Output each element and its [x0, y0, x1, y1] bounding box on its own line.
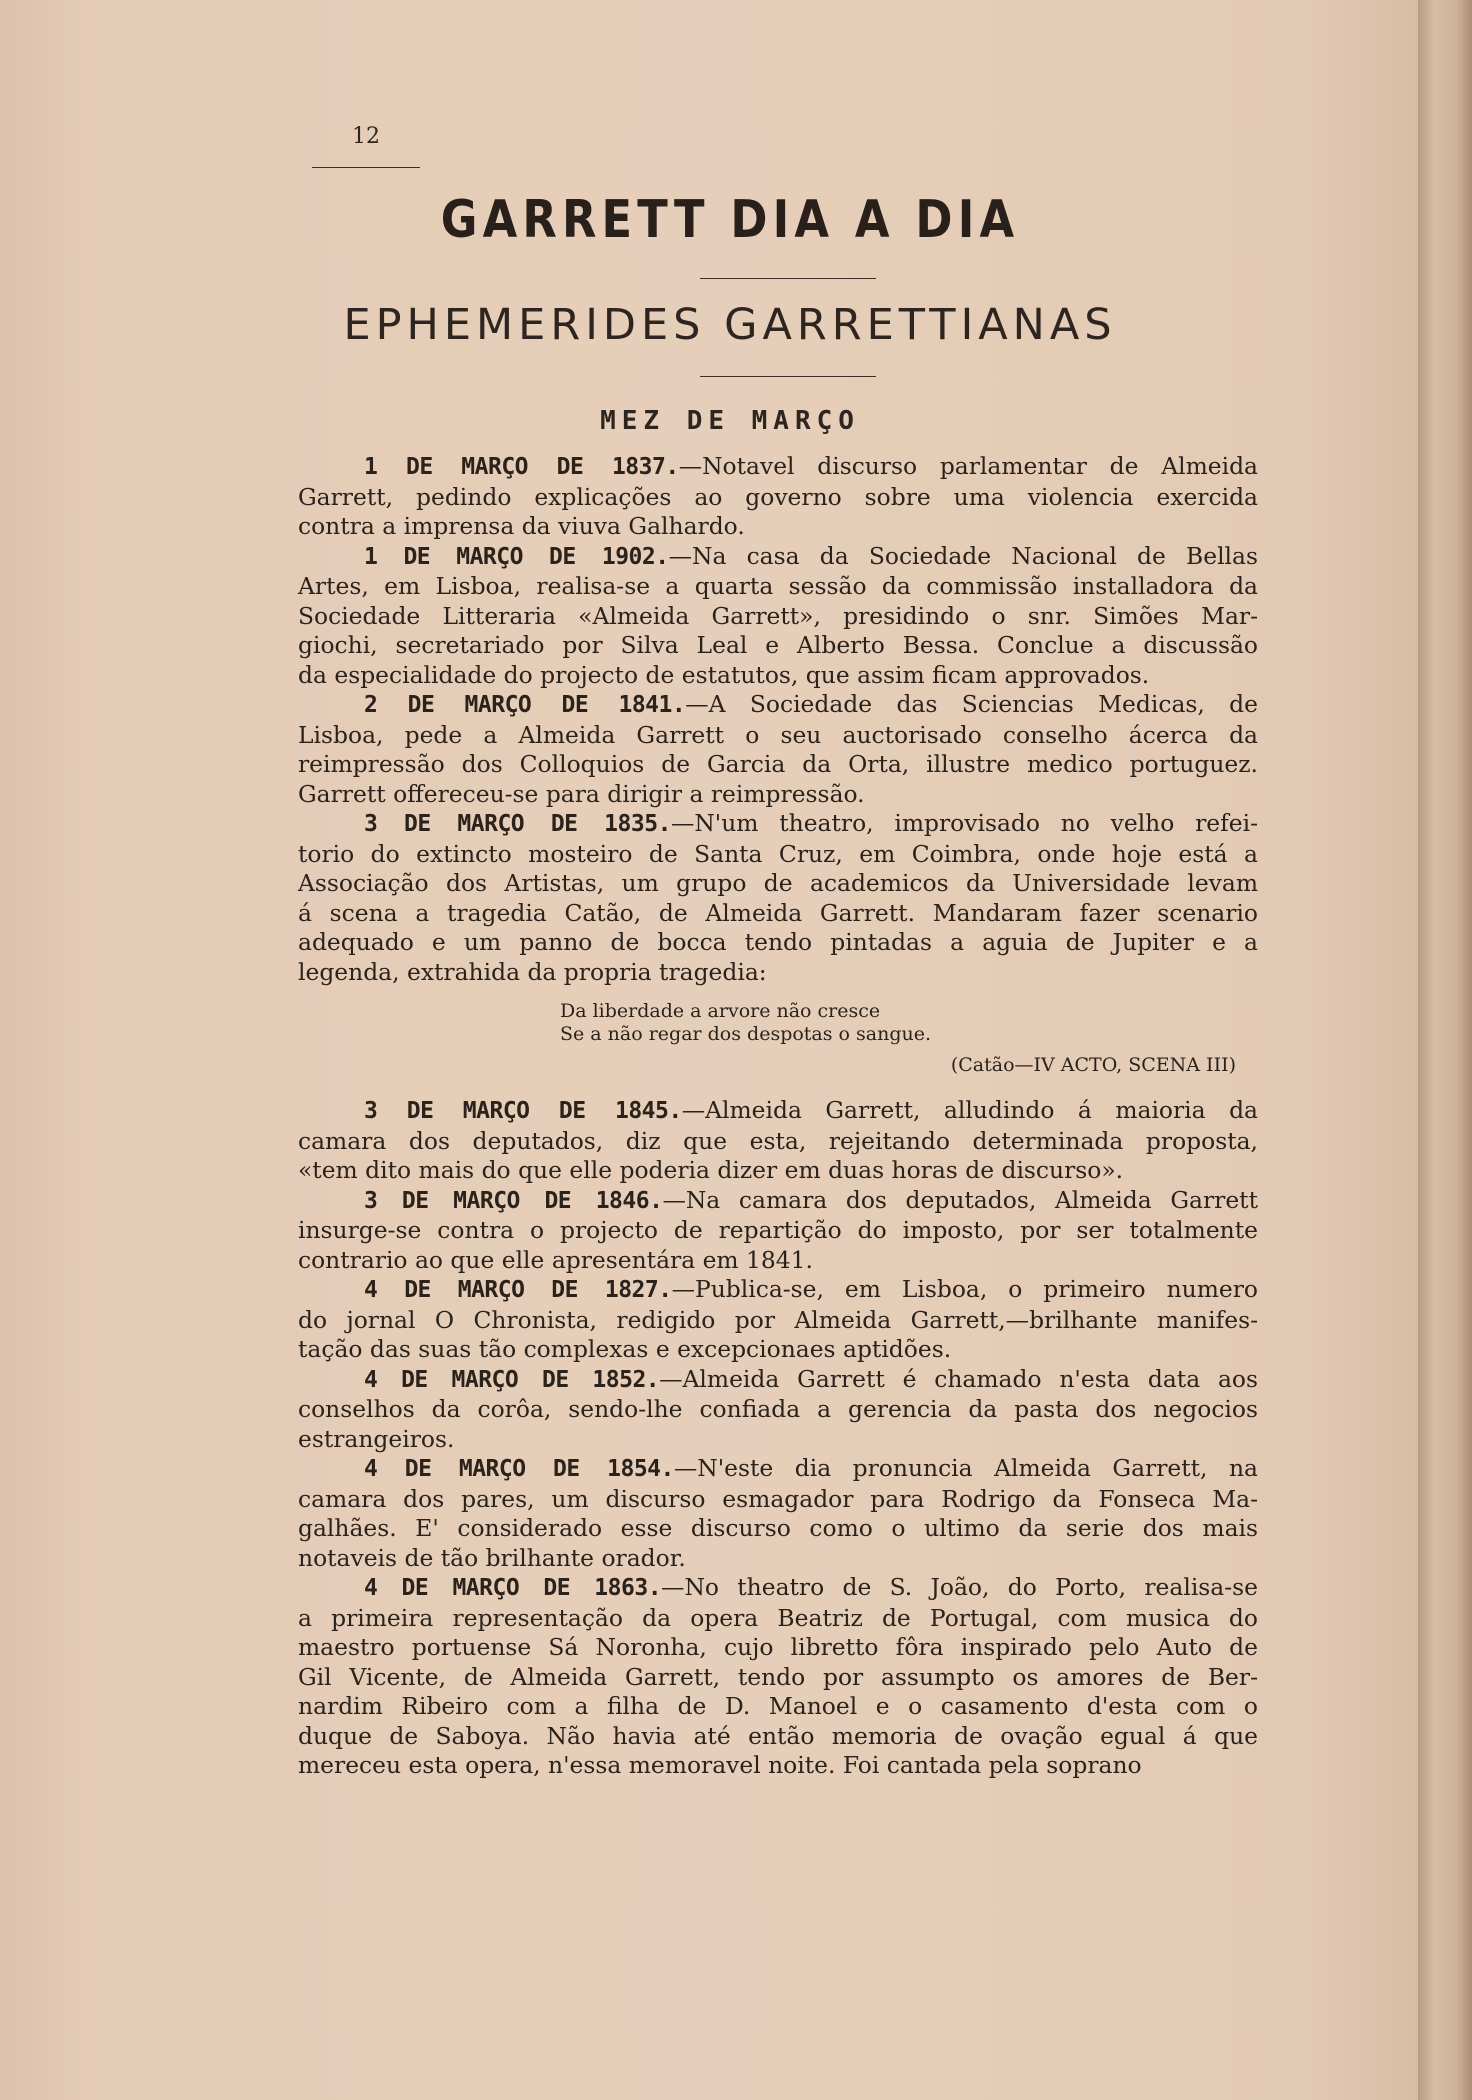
- entry-text: torio do extincto mosteiro de Santa Cruz, em Coimbra, onde hoje está a: [298, 839, 1258, 868]
- entry-line: [298, 899, 1258, 929]
- page-edge: [1418, 0, 1472, 2100]
- entry-line: [298, 958, 1258, 988]
- entry-text: contra a imprensa da viuva Galhardo.: [298, 512, 745, 540]
- entry-first-line: [298, 1454, 1258, 1485]
- entry-line: [298, 721, 1258, 751]
- entry-text: —Publica-se, em Lisboa, o primeiro numero: [671, 1275, 1258, 1303]
- entry-text: legenda, extrahida da propria tragedia:: [298, 957, 767, 986]
- entry-line: [298, 1604, 1258, 1634]
- entry-text: camara dos deputados, diz que esta, rejeitando determinada proposta,: [298, 1126, 1258, 1155]
- entry-date: 3 DE MARÇO DE 1845.: [364, 1098, 682, 1124]
- entry-text: giochi, secretariado por Silva Leal e Alberto Bessa. Conclue a discussão: [298, 631, 1258, 659]
- entry-first-line: [298, 809, 1258, 840]
- entry-date: 3 DE MARÇO DE 1835.: [364, 811, 671, 837]
- entry-date: 3 DE MARÇO DE 1846.: [364, 1187, 663, 1214]
- entry-line: [298, 602, 1258, 632]
- entry-first-line: [298, 542, 1258, 573]
- entry-line: [298, 631, 1258, 661]
- entry-text: notaveis de tão brilhante orador.: [298, 1543, 686, 1572]
- entry-line: [298, 661, 1258, 691]
- entry-line: [298, 1751, 1258, 1781]
- entry-date: 1 DE MARÇO DE 1837.: [364, 454, 679, 480]
- entry-text: Artes, em Lisboa, realisa-se a quarta sessão da commissão installadora da: [298, 572, 1258, 600]
- entry-line: [298, 483, 1258, 513]
- entry-text: duque de Saboya. Não havia até então memoria de ovação egual á que: [298, 1721, 1258, 1750]
- entry-text: mereceu esta opera, n'essa memoravel noite. Foi cantada pela soprano: [298, 1751, 1142, 1779]
- entry-first-line: [298, 1365, 1258, 1396]
- entry-date: 2 DE MARÇO DE 1841.: [364, 692, 686, 718]
- entry-line: [298, 1633, 1258, 1663]
- ephemeris-entry: [298, 452, 1258, 542]
- entry-text: contrario ao que elle apresentára em 1841.: [298, 1245, 813, 1274]
- entry-date: 4 DE MARÇO DE 1827.: [364, 1277, 672, 1303]
- entry-text: maestro portuense Sá Noronha, cujo libretto fôra inspirado pelo Auto de: [298, 1633, 1258, 1661]
- ephemeris-entry: [298, 542, 1258, 691]
- entry-line: [298, 869, 1258, 899]
- subtitle-divider: [700, 376, 876, 377]
- entry-text: Gil Vicente, de Almeida Garrett, tendo por assumpto os amores de Ber-: [298, 1662, 1258, 1691]
- entry-text: da especialidade do projecto de estatutos, que assim ficam approvados.: [298, 660, 1150, 689]
- entry-text: do jornal O Chronista, redigido por Almeida Garrett,—brilhante manifes-: [298, 1305, 1258, 1334]
- verse-line: Da liberdade a arvore não cresce: [560, 1000, 881, 1022]
- entry-text: tação das suas tão complexas e excepcionaes aptidões.: [298, 1335, 952, 1363]
- ephemerides-list: [298, 452, 1258, 1781]
- entry-line: [298, 1306, 1258, 1336]
- entry-text: —Na casa da Sociedade Nacional de Bellas: [668, 541, 1258, 570]
- page-number: 12: [352, 124, 380, 149]
- entry-text: Garrett, pedindo explicações ao governo sobre uma violencia exercida: [298, 482, 1258, 511]
- verse-citation: (Catão—IV ACTO, SCENA III): [950, 1054, 1236, 1076]
- entry-text: Garrett offereceu-se para dirigir a reimpressão.: [298, 779, 865, 808]
- entry-line: [298, 780, 1258, 810]
- entry-text: conselhos da corôa, sendo-lhe confiada a gerencia da pasta dos negocios: [298, 1395, 1258, 1423]
- entry-text: camara dos pares, um discurso esmagador para Rodrigo da Fonseca Ma-: [298, 1484, 1258, 1513]
- entry-date: 4 DE MARÇO DE 1854.: [364, 1456, 674, 1482]
- entry-line: [298, 1425, 1258, 1455]
- entry-date: 1 DE MARÇO DE 1902.: [364, 543, 669, 570]
- entry-first-line: [298, 690, 1258, 721]
- entry-text: á scena a tragedia Catão, de Almeida Garrett. Mandaram fazer scenario: [298, 898, 1258, 927]
- entry-line: [298, 1722, 1258, 1752]
- ephemeris-entry: [298, 690, 1258, 809]
- entry-line: [298, 572, 1258, 602]
- entry-text: estrangeiros.: [298, 1424, 455, 1453]
- entry-text: Sociedade Litteraria «Almeida Garrett», presidindo o snr. Simões Mar-: [298, 601, 1258, 630]
- ephemeris-entry: [298, 1573, 1258, 1781]
- entry-first-line: [298, 1186, 1258, 1217]
- entry-text: galhães. E' considerado esse discurso como o ultimo da serie dos mais: [298, 1514, 1258, 1542]
- entry-date: 4 DE MARÇO DE 1852.: [364, 1366, 660, 1393]
- entry-text: Associação dos Artistas, um grupo de academicos da Universidade levam: [298, 869, 1258, 897]
- entry-line: [298, 1127, 1258, 1157]
- ephemeris-entry: [298, 1096, 1258, 1186]
- entry-text: a primeira representação da opera Beatriz de Portugal, com musica do: [298, 1603, 1258, 1632]
- entry-text: adequado e um panno de bocca tendo pintadas a aguia de Jupiter e a: [298, 928, 1258, 956]
- ephemeris-entry: [298, 1186, 1258, 1276]
- entry-line: [298, 928, 1258, 958]
- page-number-rule: [312, 167, 420, 168]
- entry-text: «tem dito mais do que elle poderia dizer em duas horas de discurso».: [298, 1156, 1124, 1184]
- entry-line: [298, 1335, 1258, 1365]
- entry-line: [298, 1692, 1258, 1722]
- entry-text: Lisboa, pede a Almeida Garrett o seu auctorisado conselho ácerca da: [298, 720, 1258, 749]
- page-title: GARRETT DIA A DIA: [440, 190, 1020, 250]
- entry-line: [298, 1544, 1258, 1574]
- entry-line: [298, 1663, 1258, 1693]
- entry-line: [298, 512, 1258, 542]
- entry-line: [298, 1395, 1258, 1425]
- ephemeris-entry: [298, 809, 1258, 1076]
- entry-text: —Almeida Garrett é chamado n'esta data aos: [659, 1364, 1258, 1393]
- entry-line: [298, 750, 1258, 780]
- title-divider: [700, 278, 876, 279]
- entry-text: —A Sociedade das Sciencias Medicas, de: [685, 690, 1258, 718]
- entry-first-line: [298, 1275, 1258, 1306]
- entry-date: 4 DE MARÇO DE 1863.: [364, 1575, 662, 1601]
- entry-text: —No theatro de S. João, do Porto, realisa-se: [661, 1573, 1258, 1601]
- entry-text: —Notavel discurso parlamentar de Almeida: [678, 452, 1258, 480]
- entry-line: [298, 1485, 1258, 1515]
- entry-line: [298, 840, 1258, 870]
- entry-text: insurge-se contra o projecto de repartição do imposto, por ser totalmente: [298, 1216, 1258, 1244]
- entry-text: nardim Ribeiro com a filha de D. Manoel e o casamento d'esta com o: [298, 1692, 1258, 1720]
- entry-text: —Almeida Garrett, alludindo á maioria da: [681, 1096, 1258, 1124]
- verse-quote: [560, 1000, 1258, 1046]
- entry-text: —Na camara dos deputados, Almeida Garrett: [662, 1185, 1258, 1214]
- entry-first-line: [298, 1096, 1258, 1127]
- page-subtitle: EPHEMERIDES GARRETTIANAS: [343, 300, 1117, 350]
- entry-first-line: [298, 1573, 1258, 1604]
- ephemeris-entry: [298, 1275, 1258, 1365]
- verse-line: Se a não regar dos despotas o sangue.: [560, 1023, 932, 1045]
- entry-text: —N'este dia pronuncia Almeida Garrett, na: [673, 1454, 1258, 1482]
- entry-text: reimpressão dos Colloquios de Garcia da Orta, illustre medico portuguez.: [298, 750, 1258, 778]
- entry-line: [298, 1216, 1258, 1246]
- ephemeris-entry: [298, 1454, 1258, 1573]
- entry-line: [298, 1514, 1258, 1544]
- month-heading: MEZ DE MARÇO: [600, 406, 860, 436]
- ephemeris-entry: [298, 1365, 1258, 1455]
- entry-text: —N'um theatro, improvisado no velho refei-: [670, 809, 1258, 837]
- entry-line: [298, 1156, 1258, 1186]
- entry-first-line: [298, 452, 1258, 483]
- entry-line: [298, 1246, 1258, 1276]
